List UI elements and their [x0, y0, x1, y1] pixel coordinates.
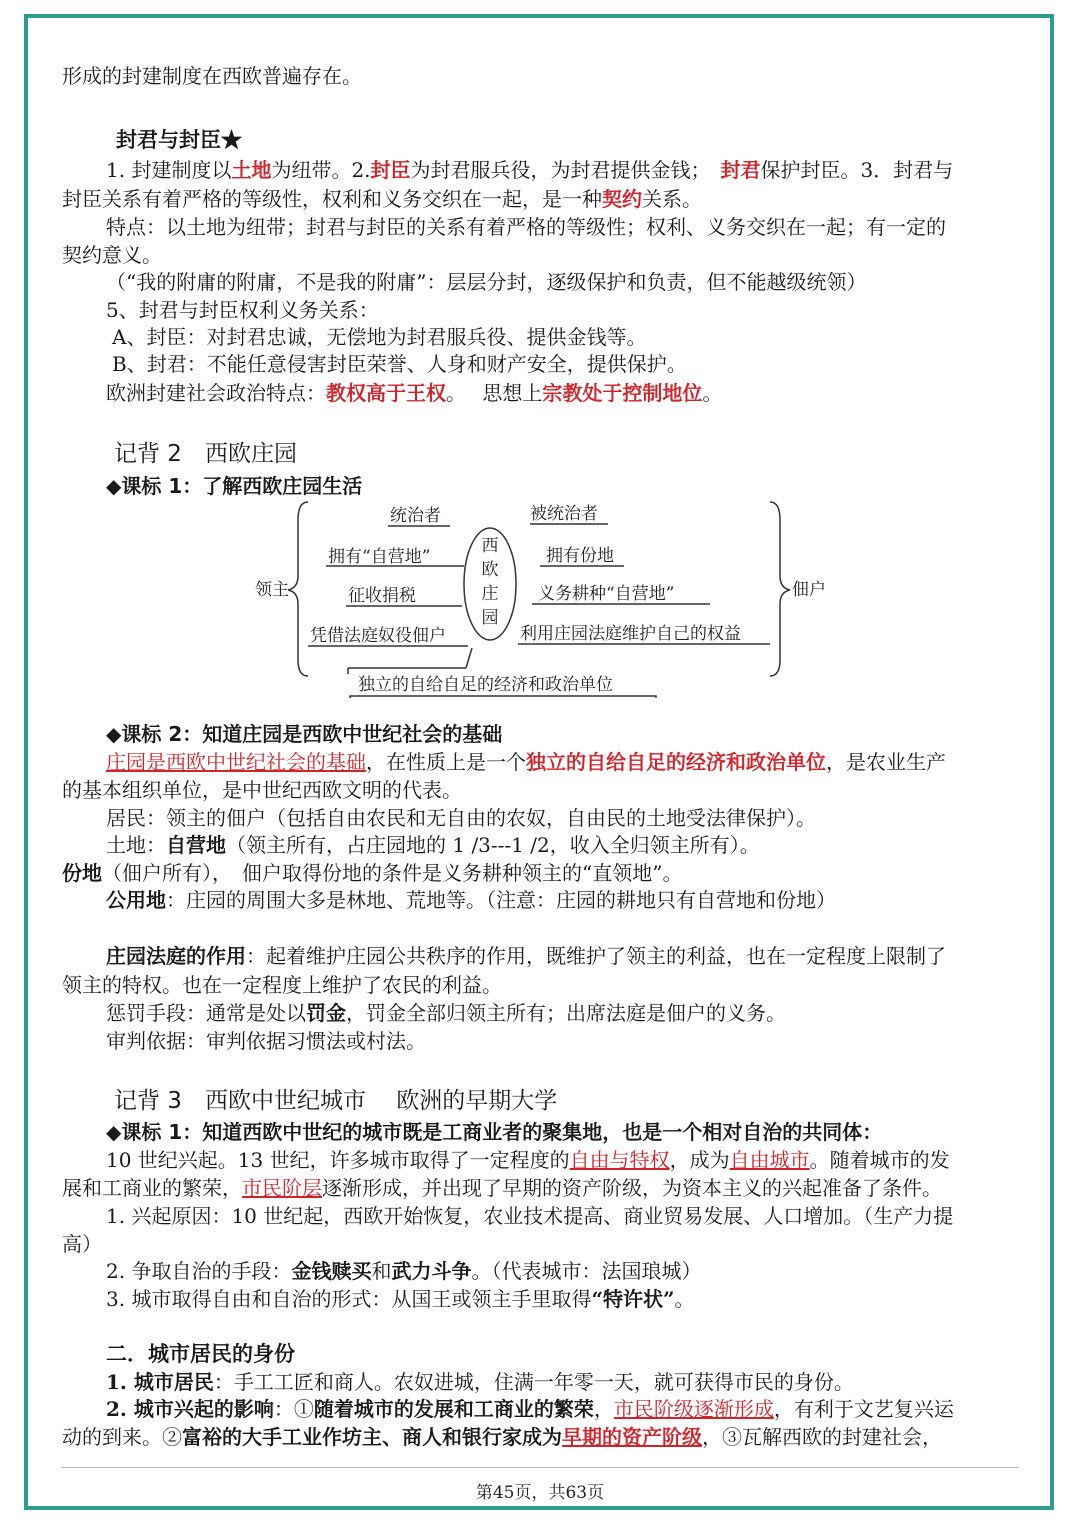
manor-diagram: [62, 498, 1022, 698]
diagram-left-item: 拥有“自营地”: [328, 547, 431, 567]
right-brace: [770, 502, 790, 676]
paragraph-line: 契约意义。: [62, 243, 162, 267]
section-heading-lord-vassal: 封君与封臣★: [116, 127, 242, 152]
paragraph-line: （“我的附庸的附庸，不是我的附庸”：层层分封，逐级保护和负责，但不能越级统领）: [106, 270, 867, 294]
paragraph-line: 庄园是西欧中世纪社会的基础，在性质上是一个独立的自给自足的经济和政治单位，是农业生产: [106, 750, 946, 774]
paragraph-line: 1. 城市居民：手工工匠和商人。农奴进城，住满一年零一天，就可获得市民的身份。: [106, 1370, 854, 1394]
diagram-left-item: 凭借法庭奴役佃户: [310, 626, 446, 646]
paragraph-line: 领主的特权。也在一定程度上维护了农民的利益。: [62, 973, 502, 997]
paragraph-line: 1. 封建制度以土地为纽带。2.封臣为封君服兵役，为封君提供金钱； 封君保护封臣。3．封君与: [106, 158, 954, 182]
paragraph-line: 3. 城市取得自由和自治的形式：从国王或领主手里取得“特许状”。: [106, 1287, 695, 1311]
curriculum-standard: ◆课标 1：了解西欧庄园生活: [106, 474, 363, 498]
paragraph-line: 2. 争取自治的手段：金钱赎买和武力斗争。（代表城市：法国琅城）: [106, 1259, 702, 1283]
paragraph-line: 10 世纪兴起。13 世纪，许多城市取得了一定程度的自由与特权，成为自由城市。随着城市的发: [106, 1148, 950, 1172]
paragraph-line: 审判依据：审判依据习惯法或村法。: [106, 1029, 426, 1053]
diagram-right-item: 被统治者: [530, 504, 598, 524]
section-heading-residents: 二．城市居民的身份: [106, 1341, 295, 1366]
paragraph-line: 公用地：庄园的周围大多是林地、荒地等。（注意：庄园的耕地只有自营地和份地）: [106, 888, 836, 912]
paragraph-line: 惩罚手段：通常是处以罚金，罚金全部归领主所有；出席法庭是佃户的义务。: [106, 1001, 786, 1025]
diagram-right-label: 佃户: [792, 580, 826, 600]
paragraph-line: 动的到来。②富裕的大手工业作坊主、商人和银行家成为早期的资产阶级，③瓦解西欧的封建社会，: [62, 1425, 942, 1449]
bottom-box: [350, 696, 656, 698]
paragraph-line: 居民：领主的佃户（包括自由农民和无自由的农奴，自由民的土地受法律保护）。: [106, 806, 816, 830]
diagram-right-item: 拥有份地: [546, 546, 614, 566]
diagram-right-item: 义务耕种“自营地”: [538, 584, 675, 604]
paragraph-line: 2. 城市兴起的影响：①随着城市的发展和工商业的繁荣，市民阶级逐渐形成，有利于文艺复兴运: [106, 1397, 954, 1421]
diagram-bottom-label: 独立的自给自足的经济和政治单位: [358, 675, 613, 695]
diagram-center-char: 西: [481, 536, 499, 556]
diagram-right-item: 利用庄园法庭维护自己的权益: [520, 624, 741, 644]
paragraph-line: 形成的封建制度在西欧普遍存在。: [62, 64, 362, 88]
paragraph-line: A、封臣：对封君忠诚，无偿地为封君服兵役、提供金钱等。: [112, 325, 647, 349]
paragraph-line: 高）: [62, 1232, 102, 1256]
paragraph-line: 封臣关系有着严格的等级性，权利和义务交织在一起，是一种契约关系。: [62, 187, 702, 211]
paragraph-line: 1. 兴起原因：10 世纪起，西欧开始恢复，农业技术提高、商业贸易发展、人口增加。（生产力提: [106, 1204, 954, 1228]
curriculum-standard: ◆课标 1：知道西欧中世纪的城市既是工商业者的聚集地，也是一个相对自治的共同体：: [106, 1120, 883, 1144]
paragraph-line: 欧洲封建社会政治特点：教权高于王权。 思想上宗教处于控制地位。: [106, 381, 723, 405]
paragraph-line: B、封君：不能任意侵害封臣荣誉、人身和财产安全，提供保护。: [112, 352, 687, 376]
footer-divider: [62, 1467, 1018, 1468]
diagram-left-label: 领主: [255, 580, 289, 600]
paragraph-line: 的基本组织单位，是中世纪西欧文明的代表。: [62, 778, 462, 802]
diagram-center-char: 庄: [481, 584, 499, 604]
paragraph-line: 特点：以土地为纽带；封君与封臣的关系有着严格的等级性；权利、义务交织在一起；有一定的: [106, 215, 946, 239]
page-number: 第45页，共63页: [475, 1483, 605, 1503]
paragraph-line: 份地（佃户所有）， 佃户取得份地的条件是义务耕种领主的“直领地”。: [62, 861, 683, 885]
section-heading-manor: 记背 2 西欧庄园: [114, 441, 297, 467]
left-brace: [288, 502, 308, 676]
diagram-left-item: 统治者: [390, 506, 441, 526]
diagram-center-char: 欧: [481, 560, 499, 580]
paragraph-line: 庄园法庭的作用：起着维护庄园公共秩序的作用，既维护了领主的利益，也在一定程度上限制了: [106, 944, 946, 968]
curriculum-standard: ◆课标 2：知道庄园是西欧中世纪社会的基础: [106, 722, 503, 746]
paragraph-line: 展和工商业的繁荣，市民阶层逐渐形成，并出现了早期的资产阶级，为资本主义的兴起准备了条件。: [62, 1176, 942, 1200]
section-heading-cities: 记背 3 西欧中世纪城市 欧洲的早期大学: [114, 1088, 558, 1114]
paragraph-line: 5、封君与封臣权利义务关系：: [106, 298, 379, 322]
paragraph-line: 土地：自营地（领主所有，占庄园地的 1 /3---1 /2，收入全归领主所有）。: [106, 833, 760, 857]
diagram-center-char: 园: [481, 608, 499, 628]
diagram-left-item: 征收捐税: [348, 586, 416, 606]
